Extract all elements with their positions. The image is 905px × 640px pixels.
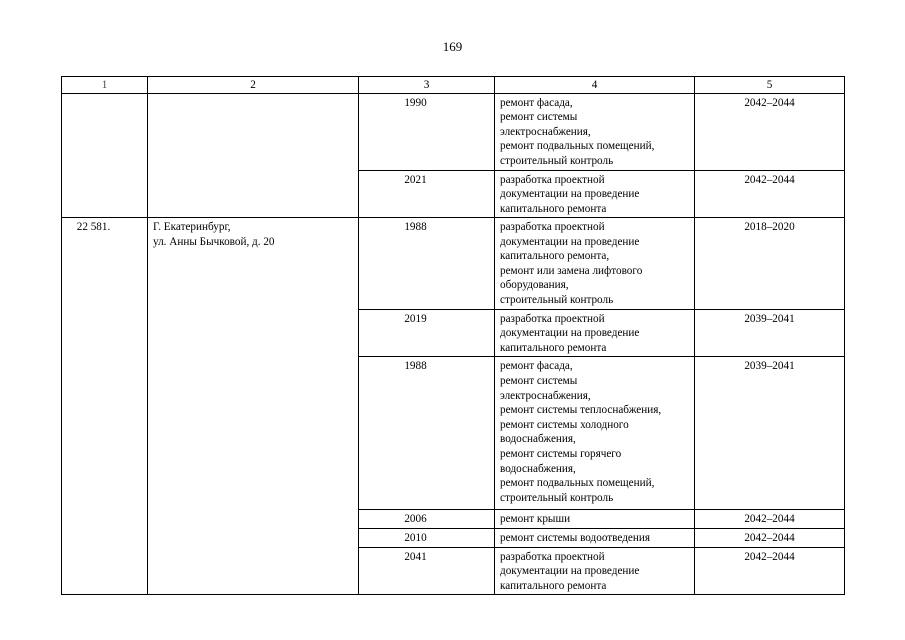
work-cell: разработка проектной документации на проведение капитального ремонта, ремонт или замена лифтового оборудования, строительный контроль bbox=[495, 218, 695, 310]
number-cell bbox=[62, 93, 148, 218]
year-cell: 1988 bbox=[359, 357, 495, 510]
period-cell: 2042–2044 bbox=[695, 170, 845, 218]
period-cell: 2042–2044 bbox=[695, 528, 845, 547]
period-cell: 2018–2020 bbox=[695, 218, 845, 310]
table-row bbox=[62, 93, 845, 170]
year-cell: 1988 bbox=[359, 218, 495, 310]
table-row bbox=[62, 218, 845, 310]
page-number: 169 bbox=[442, 39, 463, 54]
year-cell: 2021 bbox=[359, 170, 495, 218]
period-cell: 2039–2041 bbox=[695, 309, 845, 357]
column-header-row bbox=[62, 77, 845, 94]
entry-table bbox=[61, 217, 845, 595]
year-cell: 2019 bbox=[359, 309, 495, 357]
address-cell bbox=[148, 93, 359, 218]
work-cell: разработка проектной документации на проведение капитального ремонта bbox=[495, 547, 695, 595]
work-cell: ремонт крыши bbox=[495, 510, 695, 529]
work-cell: разработка проектной документации на проведение капитального ремонта bbox=[495, 170, 695, 218]
work-cell: ремонт фасада, ремонт системы электроснабжения, ремонт подвальных помещений, строительный контроль bbox=[495, 93, 695, 170]
work-cell: ремонт системы водоотведения bbox=[495, 528, 695, 547]
entry-number: 22 581. bbox=[62, 218, 148, 595]
continuation-table bbox=[61, 76, 845, 218]
column-header-5: 5 bbox=[695, 77, 845, 94]
entry-address: Г. Екатеринбург, ул. Анны Бычковой, д. 20 bbox=[148, 218, 359, 595]
work-cell: разработка проектной документации на проведение капитального ремонта bbox=[495, 309, 695, 357]
year-cell: 1990 bbox=[359, 93, 495, 170]
year-cell: 2006 bbox=[359, 510, 495, 529]
year-cell: 2041 bbox=[359, 547, 495, 595]
period-cell: 2039–2041 bbox=[695, 357, 845, 510]
year-cell: 2010 bbox=[359, 528, 495, 547]
column-header-2: 2 bbox=[148, 77, 359, 94]
column-header-1: 1 bbox=[62, 77, 148, 94]
period-cell: 2042–2044 bbox=[695, 547, 845, 595]
period-cell: 2042–2044 bbox=[695, 93, 845, 170]
column-header-3: 3 bbox=[359, 77, 495, 94]
work-cell: ремонт фасада, ремонт системы электроснабжения, ремонт системы теплоснабжения, ремонт системы холодного водоснабжения, ремонт системы горячего водоснабжения, ремонт подвальных помещений, строительный контроль bbox=[495, 357, 695, 510]
period-cell: 2042–2044 bbox=[695, 510, 845, 529]
column-header-4: 4 bbox=[495, 77, 695, 94]
